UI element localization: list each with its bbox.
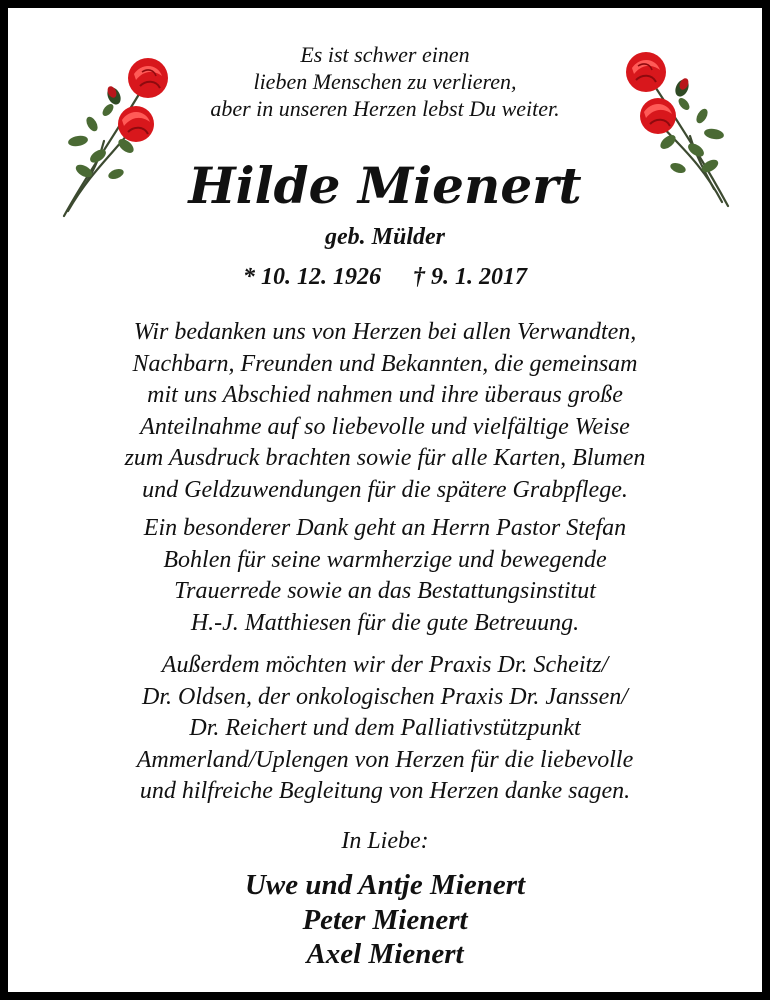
paragraph-line: zum Ausdruck brachten sowie für alle Karten, Blumen <box>124 445 646 471</box>
paragraph-line: Anteilnahme auf so liebevolle und vielfältige Weise <box>140 413 630 440</box>
paragraph-line: Ammerland/Uplengen von Herzen für die liebevolle <box>136 746 634 773</box>
paragraph-line: H.-J. Matthiesen für die gute Betreuung. <box>190 609 580 636</box>
signer-name: Axel Mienert <box>306 938 464 970</box>
verse-line: Es ist schwer einen <box>300 42 470 67</box>
paragraph-line: Trauerrede sowie an das Bestattungsinstitut <box>174 578 596 604</box>
signers-list <box>8 868 762 972</box>
closing-phrase: In Liebe: <box>341 828 429 854</box>
paragraph-line: Dr. Reichert und dem Palliativstützpunkt <box>189 715 581 741</box>
paragraph-line: Ein besonderer Dank geht an Herrn Pastor Stefan <box>143 515 627 541</box>
paragraph-line: Bohlen für seine warmherzige und bewegende <box>163 546 607 573</box>
paragraph-line: Wir bedanken uns von Herzen bei allen Verwandten, <box>133 319 637 345</box>
verse-line: lieben Menschen zu verlieren, <box>253 69 517 94</box>
paragraph-line: und hilfreiche Begleitung von Herzen danke sagen. <box>139 778 631 804</box>
paragraph-line: Nachbarn, Freunden und Bekannten, die gemeinsam <box>132 350 638 377</box>
paragraph-line: und Geldzuwendungen für die spätere Grabpflege. <box>142 476 628 503</box>
signer-name: Peter Mienert <box>302 903 468 936</box>
verse-line: aber in unseren Herzen lebst Du weiter. <box>210 96 560 121</box>
special-thanks-paragraph <box>8 513 762 639</box>
life-dates <box>8 262 762 292</box>
further-thanks-paragraph <box>8 650 762 808</box>
memorial-verse <box>8 41 762 122</box>
birth-date: * 10. 12. 1926 <box>243 264 381 290</box>
paragraph-line: Dr. Oldsen, der onkologischen Praxis Dr. Janssen/ <box>142 683 628 710</box>
deceased-name: Hilde Mienert <box>188 156 582 215</box>
death-date: † 9. 1. 2017 <box>413 264 527 290</box>
signer-name: Uwe und Antje Mienert <box>244 869 526 901</box>
paragraph-line: Außerdem möchten wir der Praxis Dr. Scheitz/ <box>161 652 609 678</box>
maiden-name: geb. Mülder <box>325 224 445 250</box>
paragraph-line: mit uns Abschied nahmen und ihre überaus große <box>147 382 623 408</box>
thanks-paragraph <box>8 317 762 506</box>
